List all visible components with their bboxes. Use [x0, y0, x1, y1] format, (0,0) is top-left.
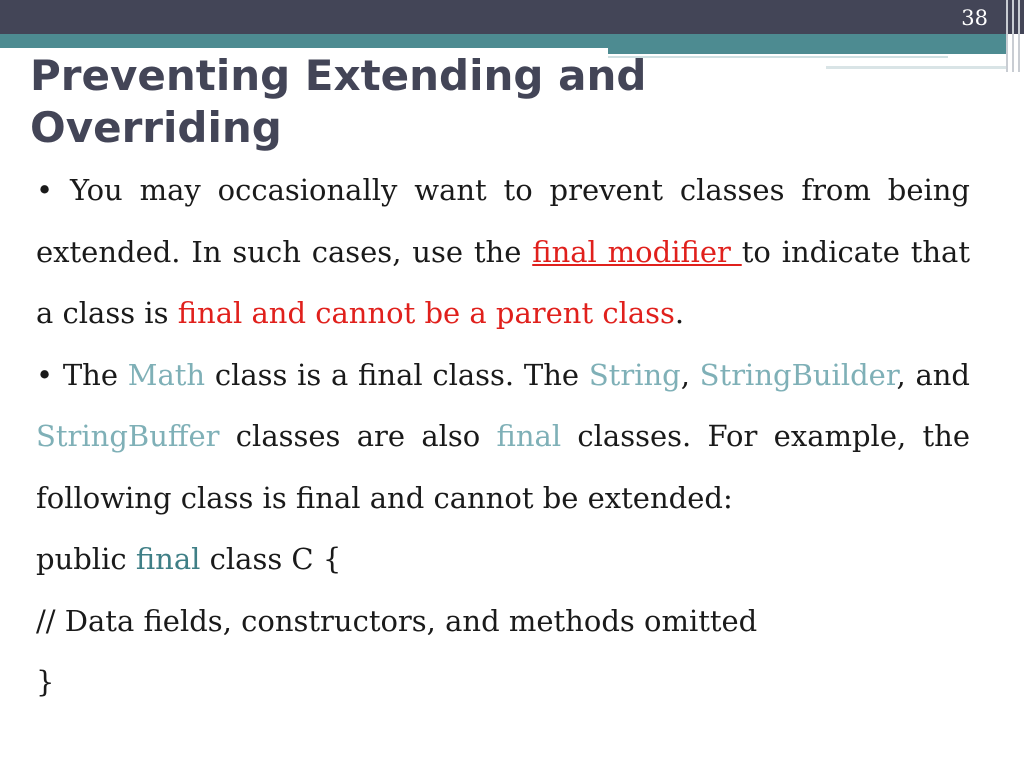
keyword-string: String: [588, 357, 681, 392]
final-modifier-highlight: final modifier: [532, 234, 742, 269]
header-vertical-rule: [1006, 0, 1008, 72]
header-band: [0, 0, 1024, 34]
text-run: classes. For example, the following class is final and cannot be extended:: [36, 419, 970, 515]
text-run: to indicate that a class is: [36, 234, 970, 330]
text-run: class is a final class. The: [205, 357, 589, 392]
code-line-2: // Data fields, constructors, and methods omitted: [36, 603, 758, 638]
text-run: ,: [680, 357, 700, 392]
header-divider-line-short: [826, 66, 1006, 69]
header-accent-band: [0, 34, 1008, 48]
code-line-1: [36, 529, 970, 591]
header-vertical-rule: [1012, 0, 1014, 72]
slide-body: [36, 160, 970, 714]
keyword-final: final: [496, 419, 562, 453]
code-keyword-final: final: [135, 542, 201, 576]
keyword-stringbuilder: StringBuilder: [699, 357, 897, 392]
header-vertical-rule: [1018, 0, 1020, 72]
keyword-math: Math: [127, 357, 206, 392]
bullet-paragraph-2: [36, 345, 970, 530]
code-line-3: }: [36, 665, 55, 699]
code-text: public: [36, 542, 136, 576]
text-run: .: [674, 296, 685, 330]
bullet-paragraph-1: [36, 160, 970, 345]
code-text: class C {: [200, 542, 342, 576]
final-class-highlight: final and cannot be a parent class: [177, 296, 675, 330]
page-number: 38: [961, 6, 988, 30]
text-run: • You may occasionally want to prevent classes from being extended. In such cases, use the: [36, 173, 970, 269]
keyword-stringbuffer: StringBuffer: [36, 419, 220, 453]
text-run: classes are also: [219, 419, 497, 453]
slide-title: Preventing Extending and Overriding: [30, 51, 647, 152]
text-run: • The: [36, 357, 128, 392]
text-run: , and: [896, 357, 970, 392]
